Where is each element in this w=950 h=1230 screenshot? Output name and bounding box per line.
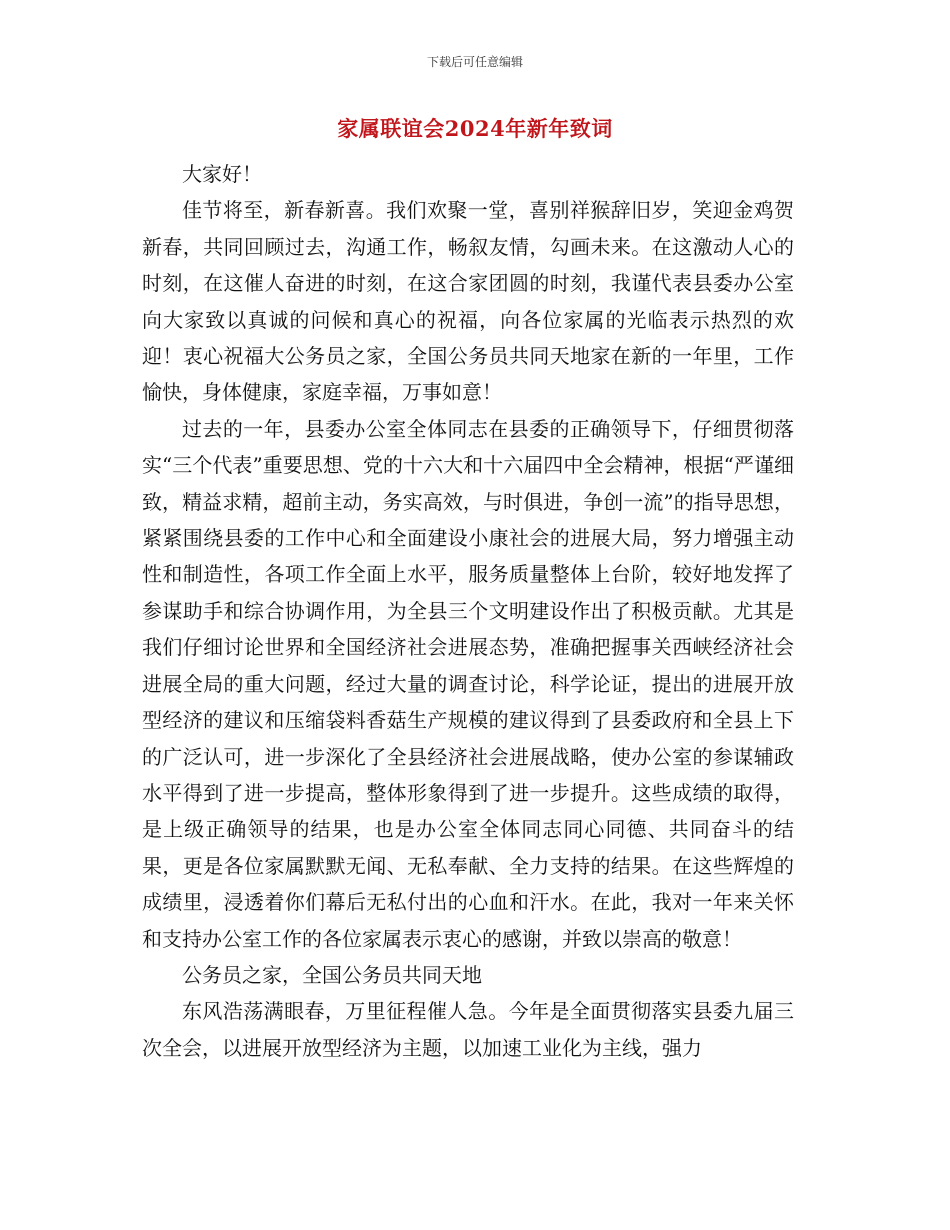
paragraph-outlook: 东风浩荡满眼春，万里征程催人急。今年是全面贯彻落实县委九届三次全会，以进展开放型经济为主题，以加速工业化为主线，强力 xyxy=(142,999,794,1060)
document-body xyxy=(142,156,794,1066)
paragraph-stray-line: 公务员之家，全国公务员共同天地 xyxy=(182,962,482,987)
header-note: 下载后可任意编辑 xyxy=(426,55,523,69)
document-title: 家属联谊会2024年新年致词 xyxy=(337,116,613,141)
paragraph-year-review: 过去的一年，县委办公室全体同志在县委的正确领导下，仔细贯彻落实“三个代表”重要思想、党的十六大和十六届四中全会精神，根据“严谨细致，精益求精，超前主动，务实高效，与时俱进，争创一流”的指导思想，紧紧围绕县委的工作中心和全面建设小康社会的进展大局，努力增强主动性和制造性，各项工作全面上水平，服务质量整体上台阶，较好地发挥了参谋助手和综合协调作用，为全县三个文明建设作出了积极贡献。尤其是我们仔细讨论世界和全国经济社会进展态势，准确把握事关西峡经济社会进展全局的重大问题，经过大量的调查讨论，科学论证，提出的进展开放型经济的建议和压缩袋料香菇生产规模的建议得到了县委政府和全县上下的广泛认可，进一步深化了全县经济社会进展战略，使办公室的参谋辅政水平得到了进一步提高，整体形象得到了进一步提升。这些成绩的取得，是上级正确领导的结果，也是办公室全体同志同心同德、共同奋斗的结果，更是各位家属默默无闻、无私奉献、全力支持的结果。在这些辉煌的成绩里，浸透着你们幕后无私付出的心血和汗水。在此，我对一年来关怀和支持办公室工作的各位家属表示衷心的感谢，并致以崇高的敬意！ xyxy=(142,416,794,951)
paragraph-new-year-wishes: 佳节将至，新春新喜。我们欢聚一堂，喜别祥猴辞旧岁，笑迎金鸡贺新春，共同回顾过去，沟通工作，畅叙友情，勾画未来。在这激动人心的时刻，在这催人奋进的时刻，在这合家团圆的时刻，我谨代表县委办公室向大家致以真诚的问候和真心的祝福，向各位家属的光临表示热烈的欢迎！衷心祝福大公务员之家，全国公务员共同天地家在新的一年里，工作愉快，身体健康，家庭幸福，万事如意！ xyxy=(142,198,794,405)
paragraph-greeting: 大家好！ xyxy=(182,162,262,186)
